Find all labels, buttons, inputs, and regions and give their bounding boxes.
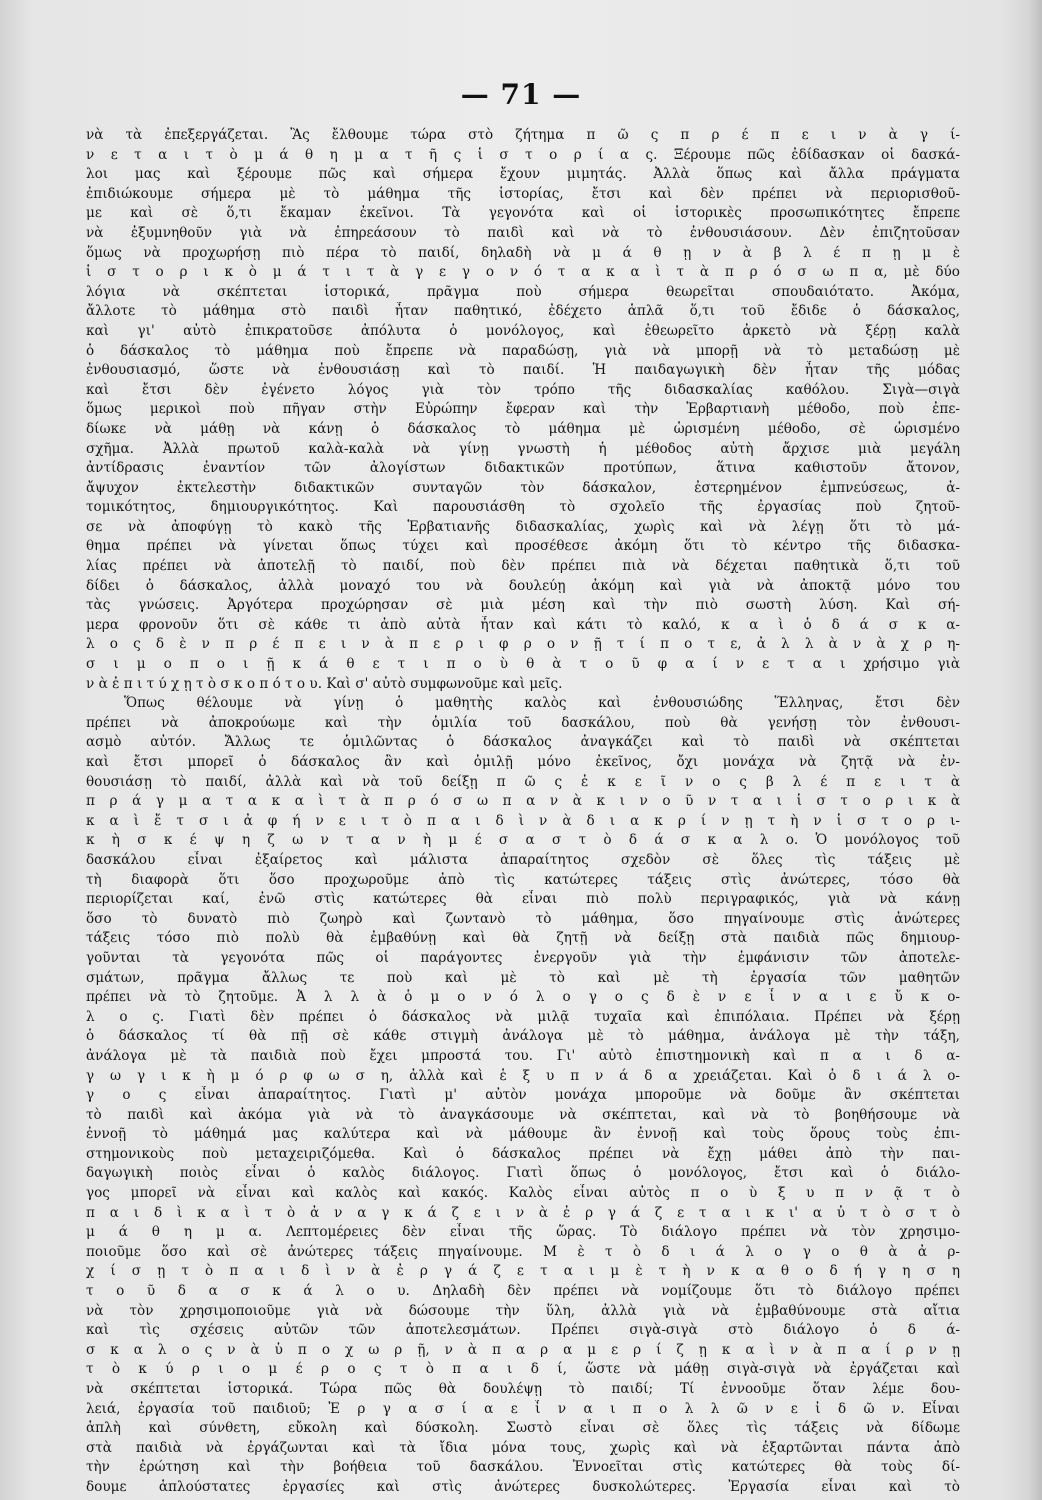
- text-line: με καὶ σὲ ὅ,τι ἔκαμαν ἐκεῖνοι. Τὰ γεγονότα καὶ οἱ ἱστορικὲς προσωπικότητες ἔπρεπε: [86, 205, 960, 222]
- text-line: ὅμως νὰ προχωρήσῃ πιὸ πέρα τὸ παιδί, δηλαδὴ νὰ μ ά θ ῃ ν ὰ β λ έ π ῃ μ ὲ: [86, 244, 960, 261]
- body-text: [86, 126, 960, 1498]
- text-line: σ κ α λ ο ς ν ὰ ὑ π ο χ ω ρ ῇ, ν ὰ π α ρ α μ ε ρ ί ζ ῃ κ α ὶ ν ὰ π α ί ρ ν ῃ: [86, 1341, 960, 1358]
- text-line: ὁ δάσκαλος τὸ μάθημα ποὺ ἔπρεπε νὰ παραδώσῃ, γιὰ νὰ μπορῇ νὰ τὸ μεταδώσῃ μὲ: [86, 342, 960, 359]
- text-line: σχῆμα. Ἀλλὰ πρωτοῦ καλὰ-καλὰ νὰ γίνῃ γνωστὴ ἡ μέθοδος αὐτὴ ἄρχισε μιὰ μεγάλη: [86, 440, 960, 457]
- text-line: κ ὴ σ κ έ ψ η ζ ω ν τ α ν ὴ μ έ σ α σ τ ὸ δ ά σ κ α λ ο. Ὁ μονόλογος τοῦ: [86, 832, 960, 849]
- text-line: γοῦνται τὰ γεγονότα πῶς οἱ παράγοντες ἐνεργοῦν γιὰ τὴν ἐμφάνισιν τῶν ἀποτελε-: [86, 949, 960, 966]
- text-line: καὶ γι' αὐτὸ ἐπικρατοῦσε ἀπόλυτα ὁ μονόλογος, καὶ ἐθεωρεῖτο ἀρκετὸ νὰ ξέρῃ καλὰ: [86, 322, 960, 339]
- text-line: ἀνάλογα μὲ τὰ παιδιὰ ποὺ ἔχει μπροστά του. Γι' αὐτὸ ἐπιστημονικὴ καὶ π α ι δ α-: [86, 1047, 960, 1064]
- text-line: νὰ ἐξυμνηθοῦν γιὰ νὰ ἐπηρεάσουν τὸ παιδὶ καὶ νὰ τὸ ἐνθουσιάσουν. Δὲν ἐπιζητοῦσαν: [86, 224, 960, 241]
- text-line: λ ο ς. Γιατὶ δὲν πρέπει ὁ δάσκαλος νὰ μιλᾷ τυχαῖα καὶ ἐπιπόλαια. Πρέπει νὰ ξέρῃ: [86, 1008, 960, 1025]
- page-number: — 71 —: [460, 78, 582, 111]
- text-line: ἀντίδρασις ἐναντίον τῶν ἀλογίστων διδακτικῶν προτύπων, ἅτινα καθιστοῦν ἄτονον,: [86, 460, 960, 477]
- text-line: τὰς γνώσεις. Ἀργότερα προχώρησαν σὲ μιὰ μέση καὶ τὴν πιὸ σωστὴ λύση. Καὶ σή-: [86, 597, 960, 614]
- text-line: γος μπορεῖ νὰ εἶναι καὶ καλὸς καὶ κακός. Καλὸς εἶναι αὐτὸς π ο ὺ ξ υ π ν ᾷ τ ὸ: [86, 1185, 960, 1202]
- text-line: δαγωγικὴ ποιὸς εἶναι ὁ καλὸς διάλογος. Γιατὶ ὅπως ὁ μονόλογος, ἔτσι καὶ ὁ διάλο-: [86, 1165, 960, 1182]
- text-line: τομικότητος, δημιουργικότητος. Καὶ παρουσιάσθη τὸ σχολεῖο τῆς ἐργασίας ποὺ ζητοῦ-: [86, 499, 960, 516]
- text-line: ἱ σ τ ο ρ ι κ ὸ μ ά τ ι τ ὰ γ ε γ ο ν ό τ α κ α ὶ τ ὰ π ρ ό σ ω π α, μὲ δύο: [86, 264, 960, 281]
- text-line: σ ι μ ο π ο ι ῇ κ ά θ ε τ ι π ο ὺ θ ὰ τ ο ῦ φ α ί ν ε τ α ι χρήσιμο γιὰ: [86, 656, 960, 673]
- text-line: τὴν ἐρώτηση καὶ τὴν βοήθεια τοῦ δασκάλου. Ἐννοεῖται στὶς κατώτερες θὰ τοὺς δί-: [86, 1459, 960, 1476]
- page-edge-shadow: [1028, 0, 1042, 1500]
- text-line: μερα φρονοῦν ὅτι σὲ κάθε τι ἀπὸ αὐτὰ ἦταν καὶ κάτι τὸ καλό, κ α ὶ ὁ δ ά σ κ α-: [86, 616, 960, 633]
- text-line: ασμὸ αὐτόν. Ἄλλως τε ὁμιλῶντας ὁ δάσκαλος ἀναγκάζει καὶ τὸ παιδὶ νὰ σκέπτεται: [86, 734, 960, 751]
- text-line: γ ο ς εἶναι ἀπαραίτητος. Γιατὶ μ' αὐτὸν μονάχα μποροῦμε νὰ δοῦμε ἂν σκέπτεται: [86, 1087, 960, 1104]
- text-line: τὴ διαφορὰ ὅτι ὅσο προχωροῦμε ἀπὸ τὶς κατώτερες τάξεις στὶς ἀνώτερες, τόσο θὰ: [86, 871, 960, 888]
- text-line: ἁπλὴ καὶ σύνθετη, εὔκολη καὶ δύσκολη. Σωστὸ εἶναι σὲ ὅλες τὶς τάξεις νὰ δίδωμε: [86, 1420, 960, 1437]
- text-line: νὰ σκέπτεται ἱστορικά. Τώρα πῶς θὰ δουλέψῃ τὸ παιδί; Τί ἐννοοῦμε ὅταν λέμε δου-: [86, 1381, 960, 1397]
- text-line: νὰ τὰ ἐπεξεργάζεται. Ἂς ἔλθουμε τώρα στὸ ζήτημα π ῶ ς π ρ έ π ε ι ν ὰ γ ί-: [86, 127, 960, 143]
- text-line: θουσιάσῃ τὸ παιδί, ἀλλὰ καὶ νὰ τοῦ δείξῃ π ῶ ς ἐ κ ε ῖ ν ο ς β λ έ π ε ι τ ὰ: [86, 773, 960, 790]
- text-line: Ὅπως θέλουμε νὰ γίνῃ ὁ μαθητὴς καλὸς καὶ ἐνθουσιώδης Ἕλληνας, ἔτσι δὲν: [124, 695, 960, 712]
- text-line: δίωκε νὰ μάθῃ νὰ κάνῃ ὁ δάσκαλος τὸ μάθημα μὲ ὡρισμένη μέθοδο, σὲ ὡρισμένο: [86, 420, 960, 437]
- text-line: λόγια νὰ σκέπτεται ἱστορικά, πρᾶγμα ποὺ σήμερα θεωρεῖται σπουδαιότατο. Ἀκόμα,: [86, 283, 960, 300]
- text-line: ἐπιδιώκουμε σήμερα μὲ τὸ μάθημα τῆς ἱστορίας, ἔτσι καὶ δὲν πρέπει νὰ περιορισθοῦ-: [86, 185, 960, 202]
- text-line: ἐννοῇ τὸ μάθημά μας καλύτερα καὶ νὰ μάθουμε ἂν ἐννοῇ καὶ τοὺς ὅρους τοὺς ἐπι-: [86, 1126, 960, 1143]
- text-line: ἄψυχον ἐκτελεστὴν διδακτικῶν συνταγῶν τὸν δάσκαλον, ἐστερημένον ἐμπνεύσεως, ἀ-: [86, 479, 960, 496]
- text-line: ὅσο τὸ δυνατὸ πιὸ ζωηρὸ καὶ ζωντανὸ τὸ μάθημα, ὅσο πηγαίνουμε στὶς ἀνώτερες: [86, 910, 960, 927]
- text-line: τ ὸ κ ύ ρ ι ο μ έ ρ ο ς τ ὸ π α ι δ ί, ὥστε νὰ μάθῃ σιγὰ-σιγὰ νὰ ἐργάζεται καὶ: [86, 1361, 960, 1378]
- text-line: θημα πρέπει νὰ γίνεται ὅπως τύχει καὶ προσέθεσε ἀκόμη ὅτι τὸ κέντρο τῆς διδασκα-: [86, 538, 960, 555]
- text-line: χ ί σ ῃ τ ὸ π α ι δ ὶ ν ὰ ἐ ρ γ ά ζ ε τ α ι μ ὲ τ ὴ ν κ α θ ο δ ή γ η σ η: [86, 1263, 960, 1280]
- text-line: ὁ δάσκαλος τί θὰ πῇ σὲ κάθε στιγμὴ ἀνάλογα μὲ τὸ μάθημα, ἀνάλογα μὲ τὴν τάξη,: [86, 1028, 960, 1045]
- text-line: καὶ ἔτσι μπορεῖ ὁ δάσκαλος ἂν καὶ ὁμιλῇ μόνο ἐκεῖνος, ὄχι μονάχα νὰ ζητᾷ νὰ ἐν-: [86, 754, 960, 770]
- text-line: σε νὰ ἀποφύγῃ τὸ κακὸ τῆς Ἑρβατιανῆς διδασκαλίας, χωρὶς καὶ νὰ λέγῃ ὅτι τὸ μά-: [86, 518, 960, 535]
- text-line: μ ά θ η μ α. Λεπτομέρειες δὲν εἶναι τῆς ὥρας. Τὸ διάλογο πρέπει νὰ τὸν χρησιμο-: [86, 1224, 960, 1241]
- text-line: ὅμως μερικοὶ ποὺ πῆγαν στὴν Εὐρώπην ἔφεραν καὶ τὴν Ἑρβαρτιανὴ μέθοδο, ποὺ ἐπε-: [86, 401, 960, 418]
- text-line: γ ω γ ι κ ὴ μ ό ρ φ ω σ η, ἀλλὰ καὶ ἑ ξ υ π ν ά δ α χρειάζεται. Καὶ ὁ δ ι ά λ ο-: [86, 1067, 960, 1084]
- text-line: νὰ τὸν χρησιμοποιοῦμε γιὰ νὰ δώσουμε τὴν ὕλη, ἀλλὰ γιὰ νὰ ἐμβαθύνουμε στὰ αἴτια: [86, 1302, 960, 1319]
- text-line: τ ο ῦ δ α σ κ ά λ ο υ. Δηλαδὴ δὲν πρέπει νὰ νομίζουμε ὅτι τὸ διάλογο πρέπει: [86, 1283, 960, 1300]
- text-line: π α ι δ ὶ κ α ὶ τ ὸ ἀ ν α γ κ ά ζ ε ι ν ὰ ἐ ρ γ ά ζ ε τ α ι κ ι' α ὐ τ ὸ σ τ ὸ: [86, 1204, 960, 1221]
- text-line: καὶ ἔτσι δὲν ἐγένετο λόγος γιὰ τὸν τρόπο τῆς διδασκαλίας καθόλου. Σιγὰ—σιγὰ: [86, 381, 960, 398]
- text-line: δασκάλου εἶναι ἐξαίρετος καὶ μάλιστα ἀπαραίτητος σχεδὸν σὲ ὅλες τὶς τάξεις μὲ: [86, 851, 960, 868]
- text-line: ν ε τ α ι τ ὸ μ ά θ η μ α τ ῆ ς ἱ σ τ ο ρ ί α ς. Ξέρουμε πῶς ἐδίδασκαν οἱ δασκά-: [86, 146, 960, 163]
- text-line: πρέπει νὰ ἀποκρούωμε καὶ τὴν ὁμιλία τοῦ δασκάλου, ποὺ θὰ γενήσῃ τὸν ἐνθουσι-: [86, 714, 960, 731]
- text-line: λίας πρέπει νὰ ἀποτελῇ τὸ παιδί, ποὺ δὲν πρέπει πιὰ νὰ δέχεται παθητικὰ ὅ,τι τοῦ: [86, 558, 960, 575]
- text-line: λ ο ς δ ὲ ν π ρ έ π ε ι ν ὰ π ε ρ ι φ ρ ο ν ῇ τ ί π ο τ ε, ἀ λ λ ὰ ν ὰ χ ρ η-: [86, 636, 960, 653]
- text-line: περιορίζεται καί, ἐνῶ στὶς κατώτερες θὰ εἶναι πιὸ πολὺ περιγραφικός, γιὰ νὰ κάνῃ: [86, 891, 960, 908]
- text-line: ἐνθουσιασμό, ὥστε νὰ ἐνθουσιάσῃ καὶ τὸ παιδί. Ἡ παιδαγωγικὴ δὲν ἦταν τῆς μόδας: [86, 362, 960, 379]
- text-line: ποιοῦμε ὅσο καὶ σὲ ἀνώτερες τάξεις πηγαίνουμε. Μ ὲ τ ὸ δ ι ά λ ο γ ο θ ὰ ἀ ρ-: [86, 1243, 960, 1260]
- text-line: κ α ὶ ἔ τ σ ι ἀ φ ή ν ε ι τ ὸ π α ι δ ὶ ν ὰ δ ι α κ ρ ί ν ῃ τ ὴ ν ἱ σ τ ο ρ ι-: [86, 812, 960, 829]
- text-line: στὰ παιδιὰ νὰ ἐργάζωνται καὶ τὰ ἴδια μόνα τους, χωρὶς καὶ νὰ ἐξαρτῶνται πάντα ἀπὸ: [86, 1439, 960, 1456]
- text-line: τὸ παιδὶ καὶ ἀκόμα γιὰ νὰ τὸ ἀναγκάσουμε νὰ σκέπτεται, καὶ νὰ τὸ βοηθήσουμε νὰ: [86, 1106, 960, 1123]
- text-line: δουμε ἁπλούστατες ἐργασίες καὶ στὶς ἀνώτερες δυσκολώτερες. Ἐργασία εἶναι καὶ τὸ: [86, 1478, 960, 1495]
- text-line: ἄλλοτε τὸ μάθημα στὸ παιδὶ ἦταν παθητικό, ἐδέχετο ἁπλᾶ ὅ,τι τοῦ ἔδιδε ὁ δάσκαλος,: [86, 303, 960, 320]
- text-line: στημονικοὺς ποὺ μεταχειριζόμεθα. Καὶ ὁ δάσκαλος πρέπει νὰ ἔχῃ μάθει ἀπὸ τὴν παι-: [86, 1145, 960, 1162]
- text-line: σμάτων, πρᾶγμα ἄλλως τε ποὺ καὶ μὲ τὸ καὶ μὲ τὴ ἐργασία τῶν μαθητῶν: [86, 969, 960, 986]
- text-line: π ρ ά γ μ α τ α κ α ὶ τ ὰ π ρ ό σ ω π α ν ὰ κ ι ν ο ῦ ν τ α ι ἱ σ τ ο ρ ι κ ὰ: [86, 793, 960, 810]
- text-line: λοι μας καὶ ξέρουμε πῶς καὶ σήμερα ἔχουν μιμητάς. Ἀλλὰ ὅπως καὶ ἄλλα πράγματα: [86, 166, 960, 183]
- text-line: λειά, ἐργασία τοῦ παιδιοῦ; Ἐ ρ γ α σ ί α ε ἶ ν α ι π ο λ λ ῶ ν ε ἰ δ ῶ ν. Εἶναι: [86, 1400, 960, 1417]
- text-line: καὶ τὶς σχέσεις αὐτῶν τῶν ἀποτελεσμάτων. Πρέπει σιγὰ-σιγὰ στὸ διάλογο ὁ δ ά-: [86, 1322, 960, 1339]
- text-line: τάξεις τόσο πιὸ πολὺ θὰ ἐμβαθύνῃ καὶ θὰ ζητῇ νὰ δείξῃ στὰ παιδιὰ πῶς δημιουρ-: [86, 930, 960, 947]
- text-line: ν ὰ ἐ π ι τ ύ χ ῃ τ ὸ σ κ ο π ό τ ο υ. Καὶ σ' αὐτὸ συμφωνοῦμε καὶ μεῖς.: [86, 675, 563, 692]
- text-line: δίδει ὁ δάσκαλος, ἀλλὰ μοναχό του νὰ δουλεύῃ ἀκόμη καὶ γιὰ νὰ ἀποκτᾷ μόνο του: [86, 577, 960, 594]
- text-line: πρέπει νὰ τὸ ζητοῦμε. Ἀ λ λ ὰ ὁ μ ο ν ό λ ο γ ο ς δ ὲ ν ε ἶ ν α ι ε ὔ κ ο-: [86, 989, 960, 1006]
